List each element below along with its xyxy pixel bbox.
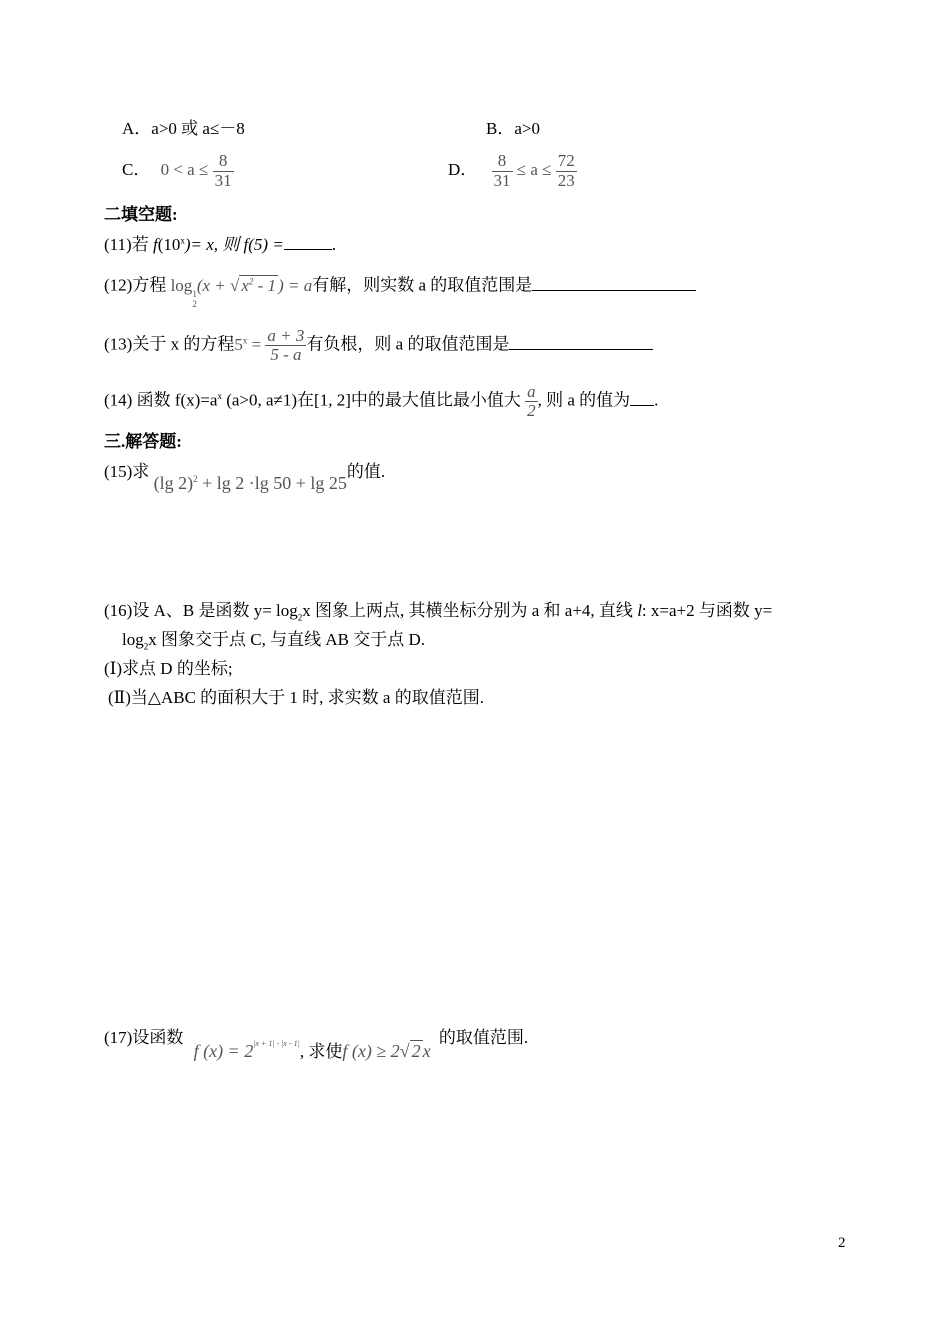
question-16-line-2: $\log_2x$ 图象交于点 C, 与直线 AB 交于点 D. xyxy=(122,630,425,652)
answer-blank xyxy=(532,276,696,291)
q15-expression: (lg 2)$^2$ + lg 2 ·lg 50 + lg 25 xyxy=(153,473,347,493)
q13-fraction: $\frac{a + 3}{5 - a}$ xyxy=(267,325,305,365)
option-d-fraction-1: $\frac{8}{31}$ xyxy=(493,150,511,190)
option-a-text: a>0 或 a≤－8 xyxy=(151,119,245,138)
option-b-label: B． xyxy=(486,119,515,138)
q17-function: f $(x) = 2^{|x + 1| - |x - 1|}$ xyxy=(193,1039,300,1061)
answer-blank xyxy=(630,391,654,406)
answer-blank xyxy=(509,335,653,350)
option-a xyxy=(122,120,245,137)
option-c xyxy=(122,148,234,192)
question-12: (12)方程 log 1 2 (x + √ $x^2 - 1$ ) = a有解，则实数 a 的取值范围是 xyxy=(104,266,696,309)
question-15: (15)求 (lg 2)$^2$ + lg 2 ·lg 50 + lg 25的值. xyxy=(104,462,386,493)
question-16-part-2: (Ⅱ)当△ABC 的面积大于 1 时, 求实数 a 的取值范围. xyxy=(108,688,484,707)
option-c-fraction: $\frac{8}{31}$ xyxy=(214,150,232,190)
section-fill-heading: 二填空题: xyxy=(104,205,178,224)
option-d-mid: ≤ a ≤ xyxy=(516,160,552,179)
log-expression: log 1 2 (x + √ $x^2 - 1$ ) = a xyxy=(170,275,313,309)
option-d-fraction-2: $\frac{72}{23}$ xyxy=(557,150,575,190)
option-c-lhs: 0 < a ≤ xyxy=(160,160,209,179)
option-d-label: D． xyxy=(448,160,478,179)
option-b-text: a>0 xyxy=(514,119,540,138)
section-solve-heading: 三.解答题: xyxy=(104,432,182,451)
question-13: (13)关于 x 的方程$5^x$ = $\frac{a + 3}{5 - a}$ 有负根，则 a 的取值范围是 xyxy=(104,318,653,367)
question-16-part-1: (Ⅰ)求点 D 的坐标; xyxy=(104,659,233,678)
page-number: 2 xyxy=(838,1235,846,1251)
option-b xyxy=(486,120,540,137)
option-c-label: C． xyxy=(122,160,151,179)
option-d xyxy=(448,148,577,192)
answer-blank xyxy=(284,235,332,250)
q17-inequality: f (x) ≥ 2√ 2 x xyxy=(342,1041,431,1061)
question-17: (17)设函数 f $(x) = 2^{|x + 1| - |x - 1|}$, 求使f (x) ≥ 2√ 2 x 的取值范围. xyxy=(104,1028,529,1061)
question-14: (14) 函数 $f(x)=a^x$ (a>0, a≠1)在[1, 2]中的最大值比最小值大 $\frac{a}{2}$ , 则 a 的值为 . xyxy=(104,381,659,421)
q14-fraction: $\frac{a}{2}$ xyxy=(527,381,536,421)
question-11: (11)若 $f(10^x)= x$, 则 f(5) = . xyxy=(104,235,337,254)
option-a-label: A． xyxy=(122,119,152,138)
question-16-line-1: (16)设 A、B 是函数 $y= \log_2x$ 图象上两点, 其横坐标分别为 a 和 a+4, 直线 l: x=a+2 与函数 y= xyxy=(104,601,773,623)
